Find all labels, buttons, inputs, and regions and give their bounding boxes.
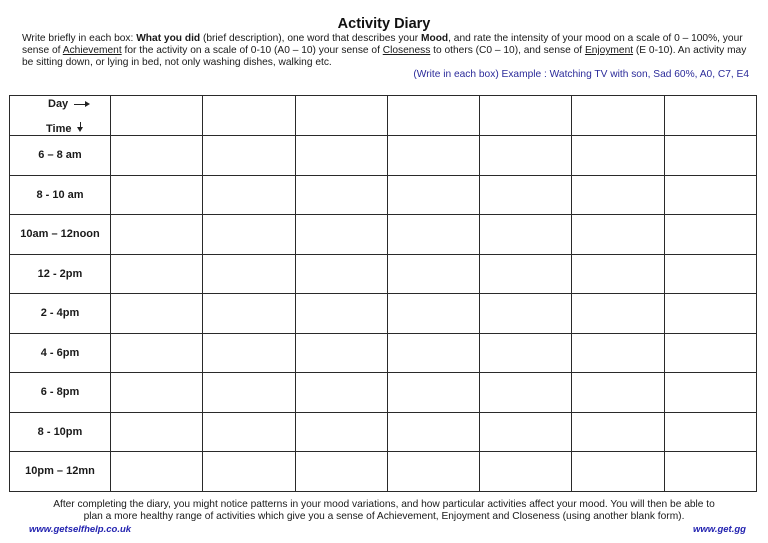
- achievement-term: Achievement: [62, 45, 122, 56]
- header-row: [10, 96, 757, 136]
- entry-cell[interactable]: [664, 294, 756, 334]
- entry-cell[interactable]: [111, 333, 203, 373]
- table-row: [10, 175, 757, 215]
- entry-cell[interactable]: [111, 136, 203, 176]
- entry-cell[interactable]: [480, 373, 572, 413]
- entry-cell[interactable]: [295, 136, 387, 176]
- example-text: (Write in each box) Example : Watching TV with son, Sad 60%, A0, C7, E4: [413, 69, 749, 80]
- entry-cell[interactable]: [295, 215, 387, 255]
- entry-cell[interactable]: [111, 412, 203, 452]
- table-row: [10, 452, 757, 492]
- entry-cell[interactable]: [203, 333, 295, 373]
- entry-cell[interactable]: [295, 373, 387, 413]
- table-row: [10, 373, 757, 413]
- entry-cell[interactable]: [111, 452, 203, 492]
- entry-cell[interactable]: [572, 373, 664, 413]
- instructions-paragraph: [22, 33, 752, 69]
- entry-cell[interactable]: [203, 412, 295, 452]
- entry-cell[interactable]: [572, 136, 664, 176]
- entry-cell[interactable]: [387, 254, 479, 294]
- instructions-text: Write briefly in each box:: [22, 33, 137, 44]
- time-slot-label: 8 - 10pm: [10, 412, 111, 452]
- activity-diary-table: [9, 95, 757, 492]
- entry-cell[interactable]: [111, 373, 203, 413]
- enjoyment-term: Enjoyment: [584, 45, 634, 56]
- instructions-text: for the activity on a scale of 0-10 (A0 – 10) your sense of: [121, 45, 383, 56]
- page-title: Activity Diary: [337, 16, 431, 32]
- table-row: [10, 215, 757, 255]
- time-slot-label: 6 – 8 am: [10, 136, 111, 176]
- instructions-text: to others (C0 – 10), and sense of: [430, 45, 585, 56]
- entry-cell[interactable]: [664, 452, 756, 492]
- entry-cell[interactable]: [295, 333, 387, 373]
- entry-cell[interactable]: [664, 412, 756, 452]
- entry-cell[interactable]: [203, 175, 295, 215]
- entry-cell[interactable]: [664, 254, 756, 294]
- day-header-cell-4[interactable]: [387, 96, 479, 136]
- entry-cell[interactable]: [572, 215, 664, 255]
- entry-cell[interactable]: [572, 175, 664, 215]
- entry-cell[interactable]: [664, 136, 756, 176]
- entry-cell[interactable]: [664, 373, 756, 413]
- entry-cell[interactable]: [664, 215, 756, 255]
- entry-cell[interactable]: [387, 136, 479, 176]
- table-row: [10, 294, 757, 334]
- entry-cell[interactable]: [572, 333, 664, 373]
- entry-cell[interactable]: [480, 412, 572, 452]
- entry-cell[interactable]: [111, 175, 203, 215]
- entry-cell[interactable]: [572, 294, 664, 334]
- entry-cell[interactable]: [295, 254, 387, 294]
- day-header-cell-7[interactable]: [664, 96, 756, 136]
- table-row: [10, 136, 757, 176]
- day-header-cell-6[interactable]: [572, 96, 664, 136]
- entry-cell[interactable]: [295, 412, 387, 452]
- arrow-down-icon: [77, 122, 83, 132]
- entry-cell[interactable]: [203, 136, 295, 176]
- entry-cell[interactable]: [480, 254, 572, 294]
- table-row: [10, 254, 757, 294]
- arrow-right-icon: [74, 101, 90, 107]
- entry-cell[interactable]: [295, 452, 387, 492]
- footer-line-2: plan a more healthy range of activities which give you a sense of Achievement, Enjoyment and Closeness (using another blank form).: [83, 511, 685, 522]
- entry-cell[interactable]: [111, 294, 203, 334]
- instructions-text: (E 0-10). An activity may be sitting down, or lying in bed, not only washing dishes, walking etc.: [22, 45, 747, 68]
- closeness-term: Closeness: [382, 45, 431, 56]
- entry-cell[interactable]: [203, 215, 295, 255]
- entry-cell[interactable]: [203, 294, 295, 334]
- day-header-cell-2[interactable]: [203, 96, 295, 136]
- day-header-cell-5[interactable]: [480, 96, 572, 136]
- entry-cell[interactable]: [387, 175, 479, 215]
- instructions-text: (brief description), one word that describes your: [200, 33, 421, 44]
- time-label: Time: [46, 123, 72, 135]
- entry-cell[interactable]: [387, 412, 479, 452]
- time-slot-label: 6 - 8pm: [10, 373, 111, 413]
- entry-cell[interactable]: [480, 294, 572, 334]
- entry-cell[interactable]: [480, 215, 572, 255]
- entry-cell[interactable]: [480, 136, 572, 176]
- day-header-cell-1[interactable]: [111, 96, 203, 136]
- time-slot-label: 8 - 10 am: [10, 175, 111, 215]
- entry-cell[interactable]: [387, 215, 479, 255]
- get-gg-link[interactable]: www.get.gg: [693, 524, 746, 535]
- footer-paragraph: [0, 499, 768, 523]
- entry-cell[interactable]: [387, 333, 479, 373]
- entry-cell[interactable]: [480, 333, 572, 373]
- time-slot-label: 4 - 6pm: [10, 333, 111, 373]
- entry-cell[interactable]: [203, 452, 295, 492]
- entry-cell[interactable]: [572, 452, 664, 492]
- entry-cell[interactable]: [387, 373, 479, 413]
- entry-cell[interactable]: [480, 175, 572, 215]
- table-row: [10, 333, 757, 373]
- entry-cell[interactable]: [387, 452, 479, 492]
- footer-line-1: After completing the diary, you might notice patterns in your mood variations, and how particular activities affect your mood. You will then be able to: [53, 499, 715, 510]
- entry-cell[interactable]: [664, 333, 756, 373]
- entry-cell[interactable]: [111, 254, 203, 294]
- entry-cell[interactable]: [203, 254, 295, 294]
- entry-cell[interactable]: [572, 412, 664, 452]
- corner-header-cell: [10, 96, 111, 136]
- getselfhelp-link[interactable]: www.getselfhelp.co.uk: [29, 524, 132, 535]
- time-slot-label: 10pm – 12mn: [10, 452, 111, 492]
- time-slot-label: 10am – 12noon: [10, 215, 111, 255]
- day-label: Day: [48, 98, 69, 110]
- entry-cell[interactable]: [480, 452, 572, 492]
- entry-cell[interactable]: [111, 215, 203, 255]
- what-you-did-term: What you did: [136, 33, 201, 44]
- entry-cell[interactable]: [295, 175, 387, 215]
- table-row: [10, 412, 757, 452]
- time-slot-label: 2 - 4pm: [10, 294, 111, 334]
- mood-term: Mood: [420, 33, 449, 44]
- entry-cell[interactable]: [387, 294, 479, 334]
- entry-cell[interactable]: [572, 254, 664, 294]
- entry-cell[interactable]: [295, 294, 387, 334]
- instructions-text: , and rate the intensity of your mood on a scale of 0 – 100%, your sense of: [22, 33, 743, 56]
- time-slot-label: 12 - 2pm: [10, 254, 111, 294]
- entry-cell[interactable]: [203, 373, 295, 413]
- entry-cell[interactable]: [664, 175, 756, 215]
- day-header-cell-3[interactable]: [295, 96, 387, 136]
